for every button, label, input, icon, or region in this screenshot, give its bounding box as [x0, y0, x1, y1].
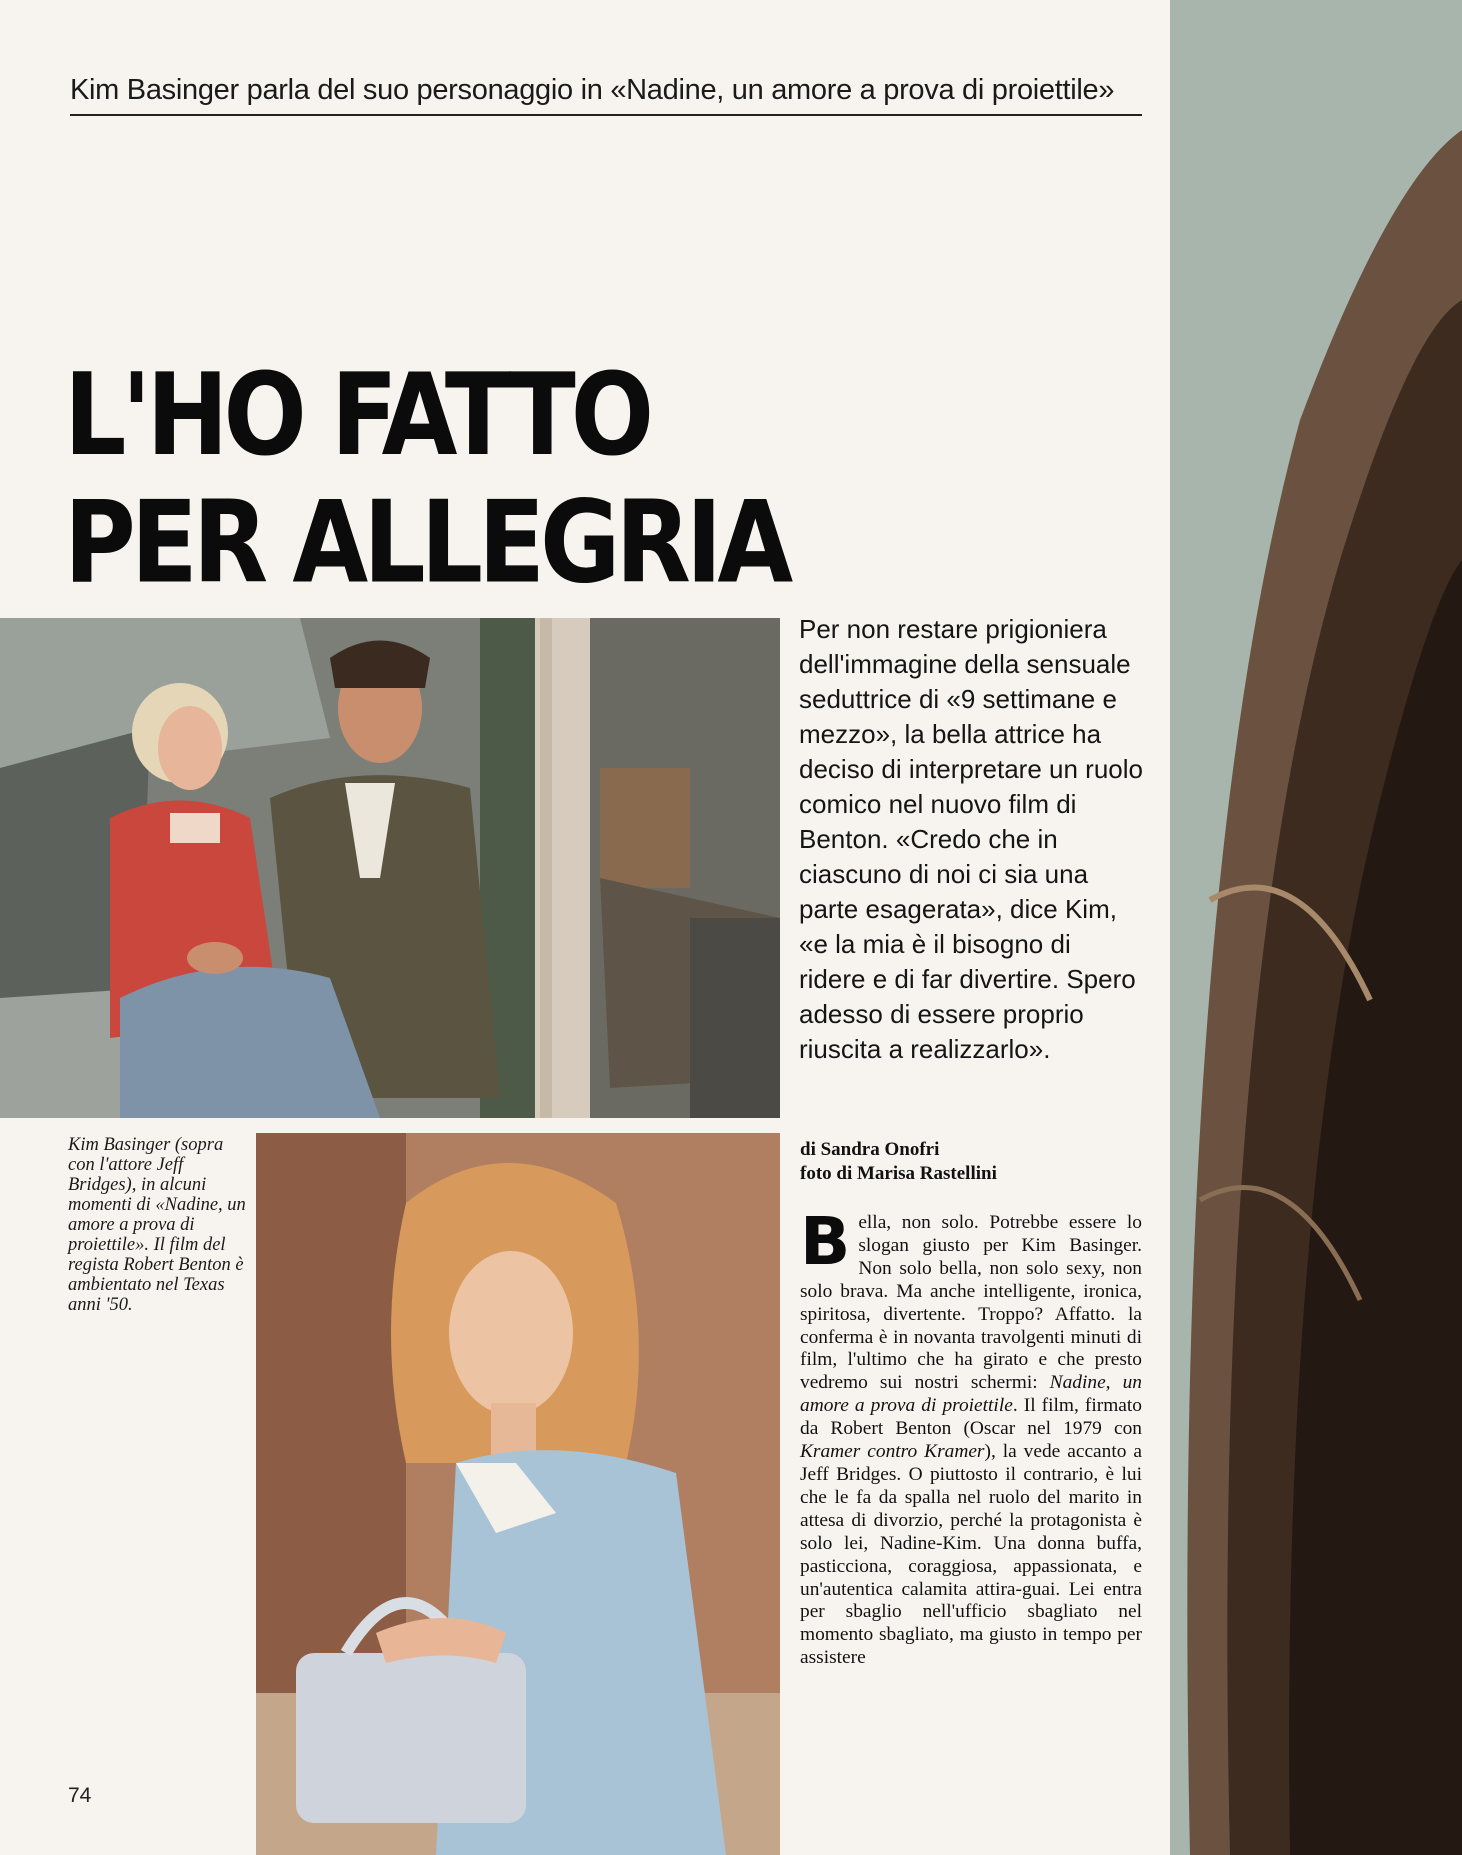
photo-basinger-bridges-image: [0, 618, 780, 1118]
author-credit: di Sandra Onofri: [800, 1139, 940, 1160]
photo-basinger-bridges: [0, 618, 780, 1118]
body-text-part-1: ella, non solo. Potrebbe essere lo slogan giusto per Kim Basinger. Non solo bella, non solo sexy, non solo brava. Ma anche intelligente, ironica, spiritosa, divertente. Troppo? Affatto. la conferma è in novanta travolgenti minuti di film, l'ultimo che ha girato e che presto vedremo sui nostri schermi:: [800, 1212, 1142, 1394]
photo-credit: foto di Marisa Rastellini: [800, 1163, 997, 1184]
photo-basinger-portrait: [256, 1133, 780, 1855]
adjacent-page-photo: [1170, 0, 1462, 1855]
kicker-rule: [70, 114, 1142, 116]
photo-basinger-portrait-image: [256, 1133, 780, 1855]
film-title-kramer: Kramer contro Kramer: [800, 1441, 985, 1463]
body-text-part-2: . Il film, firmato da Robert Benton (Oscar nel 1979 con: [800, 1395, 1142, 1440]
film-title: Nadine, un amore a prova di proiettile: [800, 1372, 1142, 1417]
drop-cap: B: [800, 1203, 851, 1280]
deck-paragraph: Per non restare prigioniera dell'immagine della sensuale seduttrice di «9 settimane e mezzo», la bella attrice ha deciso di interpretare un ruolo comico nel nuovo film di Benton. «Credo che in ciascuno di noi ci sia una parte esagerata», dice Kim, «e la mia è il bisogno di ridere e di far divertire. Spero adesso di essere proprio riuscita a realizzarlo».: [799, 614, 1143, 1064]
photo-caption: Kim Basinger (sopra con l'attore Jeff Bridges), in alcuni momenti di «Nadine, un amore a prova di proiettile». Il film del regista Robert Benton è ambientato nel Texas anni '50.: [68, 1135, 246, 1315]
credits: [800, 1138, 1145, 1186]
kicker-line: Kim Basinger parla del suo personaggio in «Nadine, un amore a prova di proiettile»: [70, 74, 1115, 106]
headline-line-2: PER ALLEGRIA: [64, 477, 789, 610]
article-body: [800, 1203, 1143, 1670]
headline-line-1: L'HO FATTO: [64, 349, 650, 482]
adjacent-page-photo-image: [1170, 0, 1462, 1855]
page-number: 74: [68, 1784, 92, 1807]
body-text-part-3: ), la vede accanto a Jeff Bridges. O piuttosto il contrario, è lui che le fa da spalla nel ruolo del marito in attesa di divorzio, perché la protagonista è solo lei, Nadine-Kim. Una donna buffa, pasticciona, coraggiosa, appassionata, e un'autentica calamita attira-guai. Lei entra per sbaglio nell'ufficio sbagliato nel momento sbagliato, ma giusto in tempo per assistere: [800, 1441, 1143, 1669]
headline: [64, 349, 789, 610]
